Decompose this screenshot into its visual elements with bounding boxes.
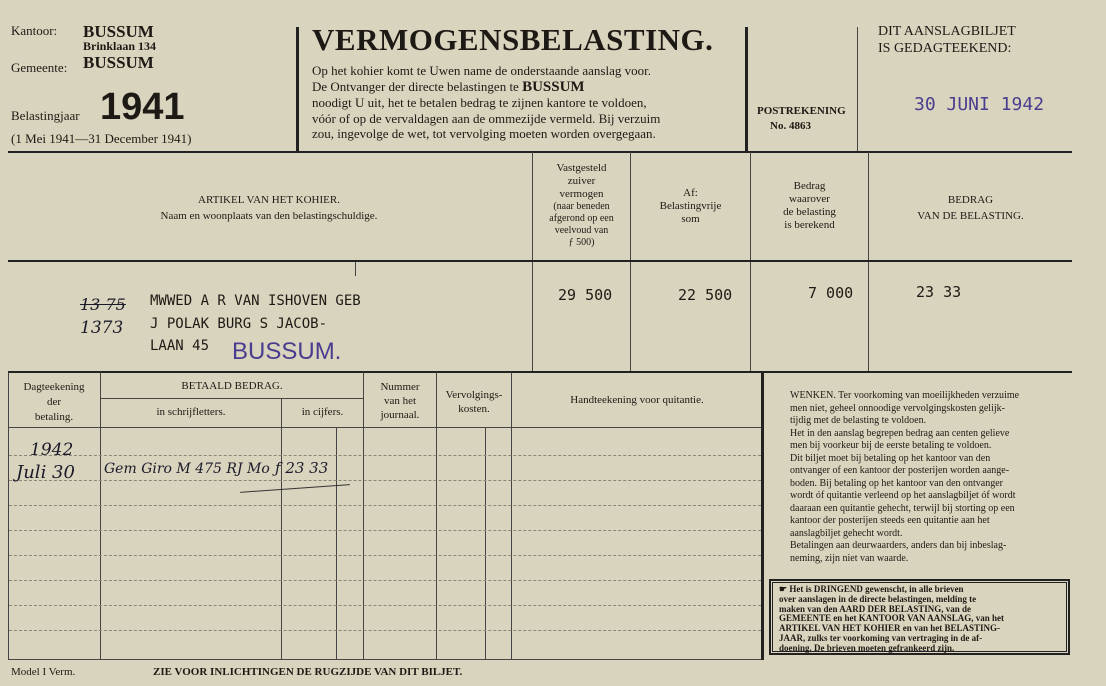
artikel-header-1: ARTIKEL VAN HET KOHIER. [198, 194, 340, 206]
payment-amount-figures: ƒ 23 33 [275, 459, 329, 477]
vermogen-value: 29 500 [558, 286, 613, 304]
model-label: Model I Verm. [11, 666, 76, 678]
schrijf-header: in schrijfletters. [156, 406, 226, 418]
artikel-header-2: Naam en woonplaats van den belastingschuldige. [160, 210, 378, 222]
ruled-line [9, 480, 761, 481]
intro-line-5: zou, ingevolge de wet, tot vervolging moeten worden overgegaan. [312, 126, 656, 141]
wenken-line: aanslagbiljet gehecht wordt. [790, 527, 903, 539]
ruled-line [9, 455, 761, 456]
taxpayer-name-1: MWWED A R VAN ISHOVEN GEB [150, 293, 361, 309]
col-divider [868, 152, 869, 372]
col-divider [511, 372, 512, 660]
intro-line-3: noodigt U uit, het te betalen bedrag te zijnen kantore te voldoen, [312, 95, 647, 110]
vv-1: Vervolgings- [445, 389, 503, 401]
notice-line-text: Het is DRINGEND gewenscht, in alle brieven [789, 584, 964, 594]
artikel-struck: 13 75 [80, 295, 126, 314]
belasting-value: 23 33 [916, 283, 962, 301]
jaar-label: Belastingjaar [11, 108, 80, 123]
af-1: Af: [683, 187, 698, 199]
pointing-hand-icon: ☛ [779, 584, 790, 594]
entry-rule [8, 371, 1072, 373]
bw-2: waarover [789, 193, 830, 205]
intro-line-4: vóór of op de vervaldagen aan de ommezijde vermeld. Bij verzuim [312, 110, 661, 126]
header-rule [8, 151, 1072, 153]
vastgesteld-2: zuiver [567, 175, 596, 187]
gemeente-label: Gemeente: [11, 60, 68, 75]
col-divider [281, 398, 282, 660]
bb-2: VAN DE BELASTING. [917, 210, 1024, 222]
subheader-rule [100, 398, 363, 399]
kantoor-address: Brinklaan 134 [83, 39, 157, 53]
col-divider [761, 372, 764, 660]
wenken-line: men niet, geheel onnoodige vervolgingskosten gelijk- [790, 402, 1005, 414]
vv-2: kosten. [458, 403, 490, 415]
payment-amount-words: Gem Giro M 475 RJ Mo [104, 461, 270, 477]
table-bottom-rule [8, 659, 761, 660]
wenken-line: WENKEN. Ter voorkoming van moeilijkheden verzuime [790, 390, 1020, 401]
ruled-line [9, 605, 761, 606]
wenken-line: tijdig met de belasting te voldoen. [790, 415, 927, 426]
cijfers-header: in cijfers. [301, 406, 344, 418]
wenken-line: Dit biljet moet bij betaling op het kantoor van den [790, 452, 991, 464]
col-divider [630, 152, 631, 372]
notice-line: doening. De brieven moeten gefrankeerd zijn. [779, 642, 955, 653]
payment-year: 1942 [30, 440, 74, 460]
notice-text [779, 585, 1065, 654]
vastgesteld-6: veelvoud van [554, 225, 609, 236]
payment-date: Juli 30 [16, 462, 75, 483]
table-header-rule [8, 427, 761, 428]
vervolging-header [437, 388, 511, 416]
city-stamp: BUSSUM. [232, 338, 342, 365]
intro-2b: BUSSUM [522, 78, 585, 95]
vastgesteld-1: Vastgesteld [556, 162, 607, 174]
kantoor-block [11, 22, 291, 53]
dagtekening-line-2: IS GEDAGTEEKEND: [878, 41, 1012, 56]
bw-3: de belasting [783, 206, 836, 218]
periode: (1 Mei 1941—31 December 1941) [11, 131, 192, 146]
bw-1: Bedrag [793, 180, 826, 192]
wenken-line: men bij voorkeur bij de eerste betaling te voldoen. [790, 440, 992, 451]
notice-line: GEMEENTE en het KANTOOR VAN AANSLAG, van het [779, 613, 1005, 624]
journaal-header [364, 380, 436, 422]
postrekening-no: No. 4863 [770, 120, 811, 132]
wenken-line: kantoor der posterijen steeds een quitantie aan het [790, 515, 990, 526]
divider [745, 27, 748, 151]
wenken-line: wordt óf quitantie verleend op het aanslagbiljet óf wordt [790, 490, 1016, 501]
gemeente-value: BUSSUM [83, 53, 154, 72]
column-header-rule [8, 260, 1072, 262]
jn-3: journaal. [380, 409, 420, 421]
ruled-line [9, 555, 761, 556]
notice-box [769, 579, 1070, 655]
dt-3: betaling. [34, 411, 74, 423]
wenken-line: daaraan een quitantie gehecht, terwijl bij storting op een [790, 502, 1015, 514]
wenken-line: Het in den aanslag begrepen bedrag aan centen gelieve [790, 427, 1010, 439]
ruled-line [9, 580, 761, 581]
af-3: som [681, 213, 700, 225]
dt-1: Dagteekening [23, 381, 85, 393]
ruled-line [9, 630, 761, 631]
col-divider [485, 428, 486, 660]
vastgesteld-7: ƒ 500) [568, 237, 595, 248]
notice-line: JAAR, zulks ter voorkoming van vertraging in de af- [779, 632, 983, 643]
bedrag-waarover-header [751, 180, 868, 232]
artikel-number: 1373 [80, 318, 124, 338]
handteekening-header: Handteekening voor quitantie. [570, 394, 704, 406]
dt-2: der [46, 396, 62, 408]
col-divider [336, 428, 337, 660]
wenken-line: ontvanger of een kantoor der posterijen worden aange- [790, 465, 1010, 476]
taxpayer-name-3: LAAN 45 [150, 338, 210, 354]
intro-line-2 [312, 79, 742, 96]
notice-line: ARTIKEL VAN HET KOHIER en van het BELASTING- [779, 623, 1000, 634]
artikel-header [8, 192, 530, 224]
document-title: VERMOGENSBELASTING. [312, 22, 714, 57]
kantoor-value: BUSSUM [83, 22, 154, 41]
vastgesteld-header [533, 162, 630, 249]
bb-1: BEDRAG [947, 194, 994, 206]
notice-line: over aanslagen in de directe belastingen, melding te [779, 593, 977, 604]
wenken-text [790, 390, 1073, 565]
taxpayer-name-2: J POLAK BURG S JACOB- [150, 316, 328, 332]
berekend-value: 7 000 [808, 284, 854, 302]
vastgesteld-3: vermogen [559, 188, 604, 200]
intro-line-1: Op het kohier komt te Uwen name de onderstaande aanslag voor. [312, 63, 651, 78]
bedrag-belasting-header [869, 192, 1072, 224]
betaald-header: BETAALD BEDRAG. [181, 380, 283, 392]
vrije-som-value: 22 500 [678, 286, 733, 304]
tick [355, 262, 356, 276]
ruled-line [9, 530, 761, 531]
intro-text [312, 63, 742, 142]
jn-2: van het [383, 395, 417, 407]
dagtekening-line-1: DIT AANSLAGBILJET [878, 24, 1016, 39]
divider [296, 27, 299, 151]
divider [857, 27, 858, 151]
jn-1: Nummer [380, 381, 420, 393]
date-stamp: 30 JUNI 1942 [914, 94, 1045, 115]
af-header [631, 187, 750, 226]
vastgesteld-5: afgerond op een [549, 213, 614, 224]
jaar-value: 1941 [100, 86, 185, 128]
af-2: Belastingvrije [659, 200, 722, 212]
dagteekening-header [9, 380, 99, 425]
signature-underline [240, 484, 350, 493]
wenken-line: Betalingen aan deurwaarders, anders dan bij inbeslag- [790, 540, 1007, 551]
wenken-line: neming, zijn niet van waarde. [790, 552, 909, 564]
vastgesteld-4: (naar beneden [553, 201, 610, 212]
bw-4: is berekend [784, 219, 835, 231]
footer-notice: ZIE VOOR INLICHTINGEN DE RUGZIJDE VAN DIT BILJET. [153, 666, 463, 678]
wenken-line: boden. Bij betaling op het kantoor van den ontvanger [790, 477, 1004, 489]
notice-line: maken van den AARD DER BELASTING, van de [779, 603, 972, 614]
kantoor-label: Kantoor: [11, 23, 58, 38]
ruled-line [9, 505, 761, 506]
postrekening-label: POSTREKENING [757, 105, 846, 117]
intro-2a: De Ontvanger der directe belastingen te [312, 78, 519, 94]
